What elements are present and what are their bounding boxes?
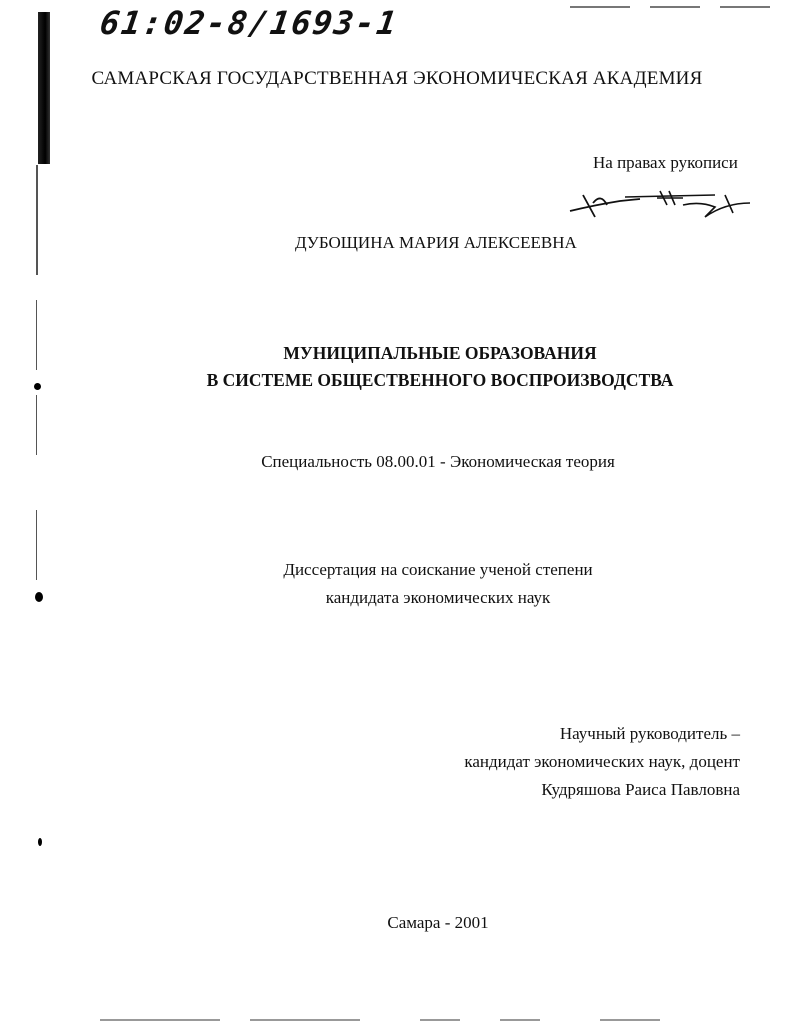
- scan-bottom-dash: [420, 1019, 460, 1021]
- scan-bottom-dash: [500, 1019, 540, 1021]
- degree-line2: кандидата экономических наук: [325, 588, 551, 607]
- academy-name: САМАРСКАЯ ГОСУДАРСТВЕННАЯ ЭКОНОМИЧЕСКАЯ АКАДЕМИЯ: [91, 68, 703, 89]
- supervisor-role: Научный руководитель –: [559, 724, 740, 743]
- archive-code: 61:02-8/1693-1: [97, 4, 401, 42]
- scan-edge-mark: [38, 838, 42, 846]
- degree-line1: Диссертация на соискание ученой степени: [283, 560, 593, 579]
- signature: [565, 183, 755, 223]
- scan-bottom-dash: [100, 1019, 220, 1021]
- scan-top-dash: [570, 6, 630, 8]
- manuscript-rights: На правах рукописи: [593, 153, 738, 172]
- supervisor-degree: кандидат экономических наук, доцент: [464, 752, 740, 771]
- dissertation-title-line1: МУНИЦИПАЛЬНЫЕ ОБРАЗОВАНИЯ: [283, 343, 597, 363]
- dissertation-title-line2: В СИСТЕМЕ ОБЩЕСТВЕННОГО ВОСПРОИЗВОДСТВА: [206, 370, 674, 390]
- scan-bottom-dash: [250, 1019, 360, 1021]
- city-year: Самара - 2001: [387, 913, 489, 932]
- scan-edge-line: [36, 165, 38, 275]
- specialty: Специальность 08.00.01 - Экономическая теория: [261, 452, 615, 471]
- scan-bottom-dash: [600, 1019, 660, 1021]
- author-name: ДУБОЩИНА МАРИЯ АЛЕКСЕЕВНА: [295, 233, 577, 252]
- scan-top-dash: [720, 6, 770, 8]
- scan-top-dash: [650, 6, 700, 8]
- supervisor-name: Кудряшова Раиса Павловна: [541, 780, 740, 799]
- scan-edge-line: [36, 395, 37, 455]
